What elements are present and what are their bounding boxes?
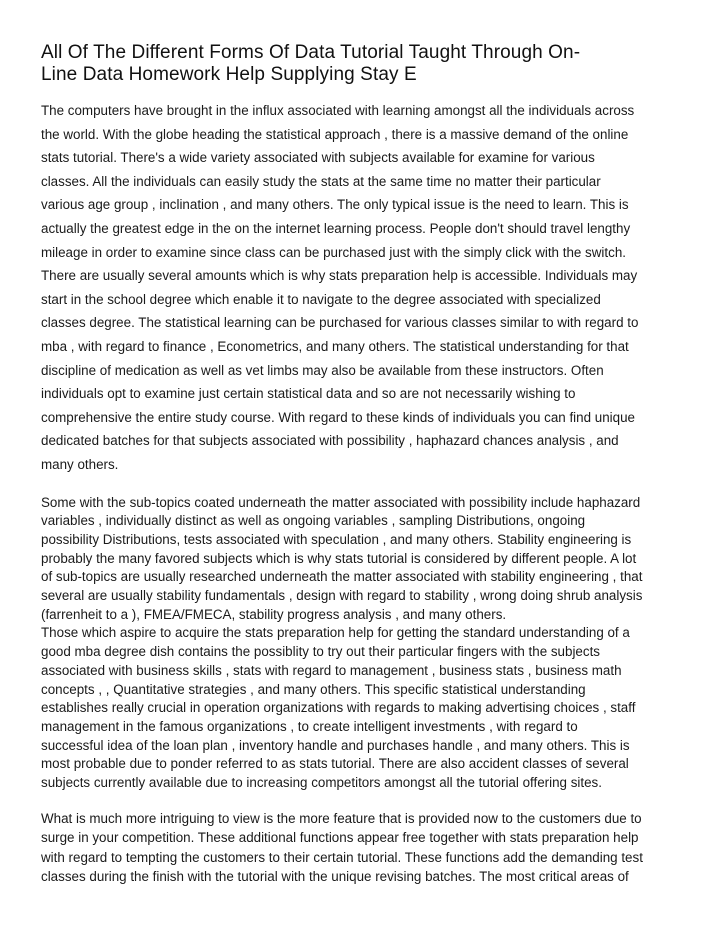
paragraph-intro: The computers have brought in the influx associated with learning amongst all the individuals across the world. With the globe heading the statistical approach , there is a massive demand of the online stats tutorial. There's a wide variety associated with subjects available for examine for various classes. All the individuals can easily study the stats at the same time no matter their particular various age group , inclination , and many others. The only typical issue is the need to learn. This is actually the greatest edge in the on the internet learning process. People don't should travel lengthy mileage in order to examine since class can be purchased just with the simply click with the switch. There are usually several amounts which is why stats preparation help is accessible. Individuals may start in the school degree which enable it to navigate to the degree associated with specialized classes degree. The statistical learning can be purchased for various classes similar to with regard to mba , with regard to finance , Econometrics, and many others. The statistical understanding for that discipline of medication as well as vet limbs may also be available from these instructors. Often individuals opt to examine just certain statistical data and so are not necessarily wishing to comprehensive the entire study course. With regard to these kinds of individuals you can find unique dedicated batches for that subjects associated with possibility , haphazard chances analysis , and many others. <box>41 103 639 472</box>
document-title: All Of The Different Forms Of Data Tutorial Taught Through On- Line Data Homework Help Supplying Stay E <box>41 42 581 85</box>
paragraph-features: What is much more intriguing to view is the more feature that is provided now to the customers due to surge in your competition. These additional functions appear free together with stats preparation help with regard to tempting the customers to their certain tutorial. These functions add the demanding test classes during the finish with the tutorial with the unique revising batches. The most critical areas of <box>41 810 643 884</box>
paragraph-subtopics: Some with the sub-topics coated underneath the matter associated with possibility include haphazard variables , individually distinct as well as ongoing variables , sampling Distributions, ongoing possibility Distributions, tests associated with speculation , and many others. Stability engineering is probably the many favored subjects which is why stats tutorial is considered by different people. A lot of sub-topics are usually researched underneath the matter associated with stability engineering , that several are usually stability fundamentals , design with regard to stability , wrong doing shrub analysis (farrenheit to a ), FMEA/FMECA, stability progress analysis , and many others. Those which aspire to acquire the stats preparation help for getting the standard understanding of a good mba degree dish contains the possiblity to try out their particular fingers with the subjects associated with business skills , stats with regard to management , business stats , business math concepts , , Quantitative strategies , and many others. This specific statistical understanding establishes really crucial in operation organizations with regards to making advertising choices , staff management in the famous organizations , to create intelligent investments , with regard to successful idea of the loan plan , inventory handle and purchases handle , and many others. This is most probable due to ponder referred to as stats tutorial. There are also accident classes of several subjects currently available due to increasing competitors amongst all the tutorial offering sites. <box>41 494 643 791</box>
document-page <box>41 42 691 886</box>
